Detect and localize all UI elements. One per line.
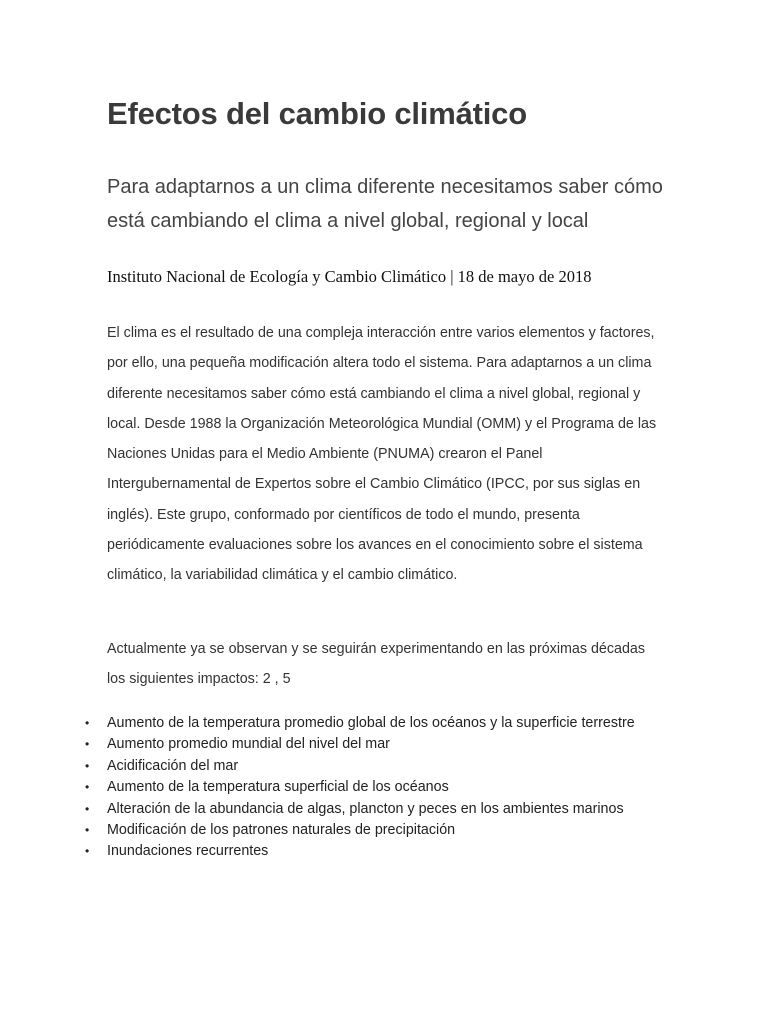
- body-paragraph-2: Actualmente ya se observan y se seguirán experimentando en las próximas décadas los siguientes impactos: 2 , 5: [107, 641, 646, 688]
- list-item-text: Aumento de la temperatura promedio global de los océanos y la superficie terrestre: [107, 715, 635, 731]
- bullet-icon: •: [85, 844, 90, 859]
- list-item-text: Modificación de los patrones naturales de precipitación: [107, 822, 456, 839]
- list-item: [85, 841, 647, 862]
- article-byline: Instituto Nacional de Ecología y Cambio Climático | 18 de mayo de 2018: [107, 267, 592, 286]
- bullet-icon: •: [85, 801, 90, 816]
- list-item-text: Alteración de la abundancia de algas, plancton y peces en los ambientes marinos: [107, 800, 624, 817]
- list-item: [85, 734, 647, 755]
- body-paragraph-1: El clima es el resultado de una compleja interacción entre varios elementos y factores, por ello, una pequeña modificación altera todo el sistema. Para adaptarnos a un clima diferente necesitamos saber cómo está cambiando el clima a nivel global, regional y local. Desde 1988 la Organización Meteorológica Mundial (OMM) y el Programa de las Naciones Unidas para el Medio Ambiente (PNUMA) crearon el Panel Intergubernamental de Expertos sobre el Cambio Climático (IPCC, por sus siglas en inglés). Este grupo, conformado por científicos de todo el mundo, presenta periódicamente evaluaciones sobre los avances en el conocimiento sobre el sistema climático, la variabilidad climática y el cambio climático.: [107, 325, 657, 584]
- article-title: Efectos del cambio climático: [107, 96, 527, 131]
- list-item-text: Aumento promedio mundial del nivel del mar: [107, 736, 390, 753]
- article-subtitle: Para adaptarnos a un clima diferente necesitamos saber cómo está cambiando el clima a nivel global, regional y local: [107, 176, 663, 232]
- list-item-text: Aumento de la temperatura superficial de los océanos: [107, 779, 449, 796]
- bullet-icon: •: [85, 780, 90, 795]
- impacts-list: [85, 713, 647, 863]
- list-item: [85, 713, 647, 734]
- bullet-icon: •: [85, 737, 90, 752]
- bullet-icon: •: [85, 716, 90, 730]
- bullet-icon: •: [85, 823, 90, 838]
- list-item-text: Acidificación del mar: [107, 757, 239, 774]
- list-item-text: Inundaciones recurrentes: [107, 843, 269, 860]
- list-item: [85, 777, 647, 798]
- list-item: [85, 799, 647, 820]
- bullet-icon: •: [85, 758, 90, 773]
- list-item: [85, 820, 647, 841]
- list-item: [85, 756, 647, 777]
